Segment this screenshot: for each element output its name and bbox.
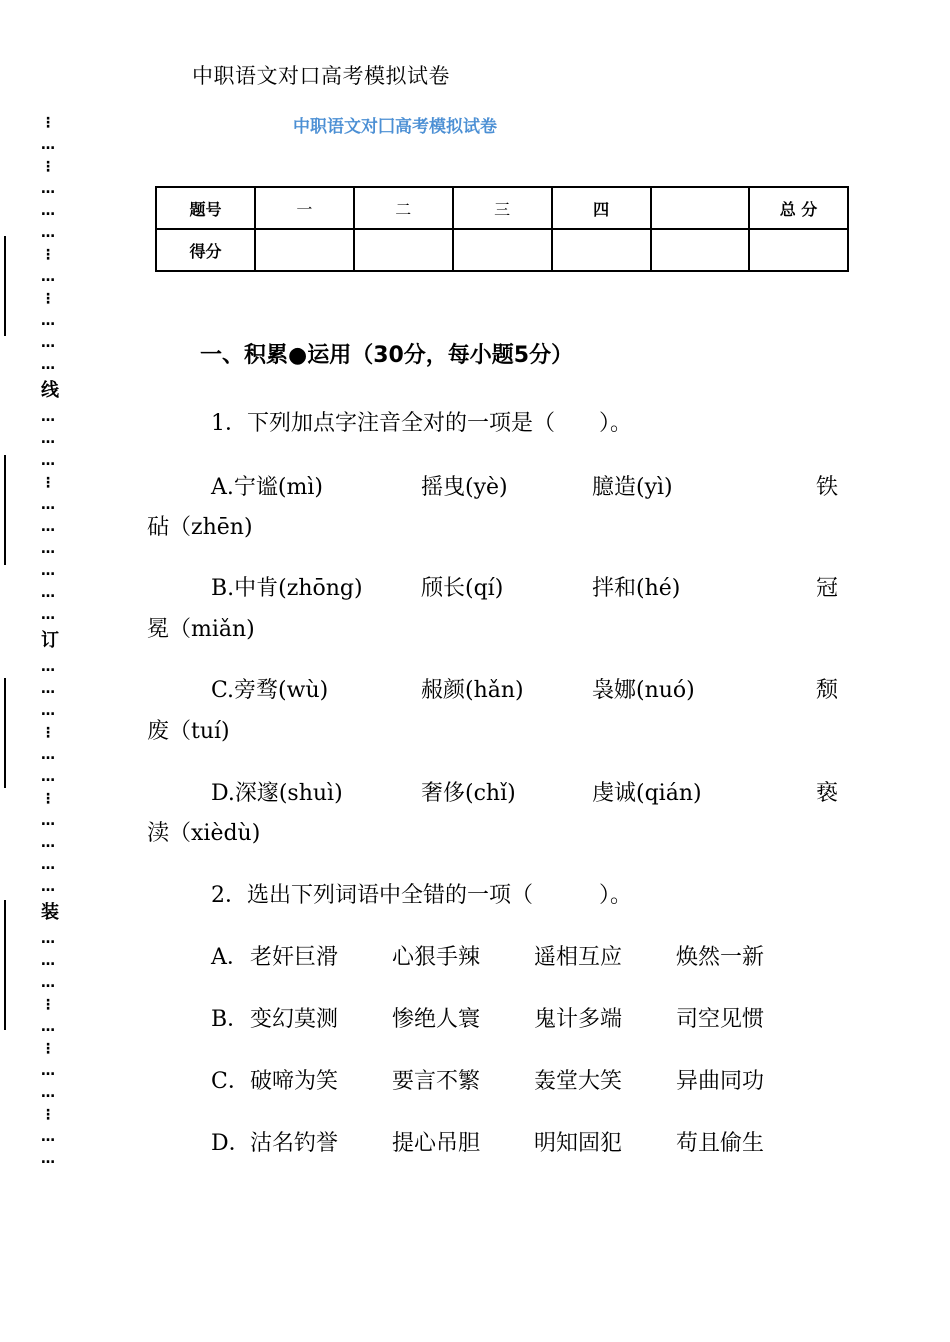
table-cell: 四 [552,187,651,229]
page-header-title: 中职语文对口高考模拟试卷 [192,64,450,88]
table-cell: 得分 [156,229,255,271]
option-word: 鬼计多端 [534,1007,623,1032]
option-text: 铁 [816,475,839,500]
table-cell: 二 [354,187,453,229]
binding-mark-bind: 装 [41,902,58,923]
option-word: 变幻莫测 [250,1007,339,1032]
option-text: 拌和(hé) [592,576,681,601]
option-word: 破啼为笑 [250,1069,339,1094]
score-input-cell[interactable] [552,229,651,271]
option-word: 沽名钓誉 [250,1131,339,1156]
table-row [156,229,848,271]
dots: … … … ⋮ … … … … … … [41,409,54,623]
option-text: 冠 [816,576,839,601]
q1-option-c [0,673,950,705]
table-cell [651,187,750,229]
binding-mark-line: 线 [41,380,58,401]
option-text: 虔诚(qián) [592,781,702,806]
q1-option-a [0,470,950,502]
option-text: 摇曳(yè) [421,475,508,500]
option-label: B． [211,1007,250,1032]
option-label: C． [211,1069,250,1094]
section-heading: 一、积累●运用（30分，每小题5分） [200,343,574,368]
table-cell: 题号 [156,187,255,229]
option-word: 明知固犯 [534,1131,623,1156]
q1-option-b [0,571,950,603]
dots: … … … ⋮ … … ⋮ … … … … [41,659,54,895]
binding-line [4,236,6,336]
score-input-cell[interactable] [749,229,848,271]
table-row [156,187,848,229]
table-cell: 三 [453,187,552,229]
option-word: 要言不繁 [392,1069,481,1094]
option-word: 司空见惯 [676,1007,765,1032]
option-word: 轰堂大笑 [534,1069,623,1094]
q2-option-d [0,1126,950,1158]
table-cell: 一 [255,187,354,229]
option-text: 袅娜(nuó) [592,678,695,703]
option-word: 苟且偷生 [676,1131,765,1156]
option-wrap-text: 冕（miǎn) [147,617,255,642]
option-word: 异曲同功 [676,1069,765,1094]
option-word: 遥相互应 [534,945,623,970]
option-word: 提心吊胆 [392,1131,481,1156]
option-wrap-text: 废（tuí) [147,719,230,744]
option-label: A． [211,945,249,970]
option-text: 臆造(yì) [592,475,673,500]
score-input-cell[interactable] [453,229,552,271]
question-2-stem: 2．选出下列词语中全错的一项（ ）。 [211,883,632,908]
option-label: D． [211,1131,251,1156]
dots: … … … ⋮ … ⋮ … … ⋮ … … [41,931,54,1167]
option-text: C.旁骛(wù) [211,678,329,703]
question-1-stem: 1．下列加点字注音全对的一项是（ ）。 [211,411,632,436]
score-table [155,186,849,272]
option-text: A.宁谧(mì) [211,475,323,500]
score-input-cell[interactable] [255,229,354,271]
table-cell: 总 分 [749,187,848,229]
option-wrap-text: 砧（zhēn) [147,515,253,540]
q2-option-b [0,1002,950,1034]
option-text: 赧颜(hǎn) [421,678,524,703]
dots: ⋮ … ⋮ … … … ⋮ … ⋮ … … … [41,115,54,373]
option-text: D.深邃(shuì) [211,781,343,806]
binding-mark-order: 订 [41,630,58,651]
option-text: 亵 [816,781,839,806]
q1-option-d [0,776,950,808]
option-text: 奢侈(chǐ) [421,781,516,806]
option-word: 焕然一新 [676,945,765,970]
option-wrap-text: 渎（xièdù) [147,821,261,846]
page-subtitle: 中职语文对囗高考模拟试卷 [293,117,497,137]
option-text: 颓 [816,678,839,703]
q2-option-a [0,940,950,972]
option-word: 老奸巨滑 [250,945,339,970]
score-input-cell[interactable] [651,229,750,271]
option-text: B.中肯(zhōng) [211,576,363,601]
option-text: 颀长(qí) [421,576,504,601]
q2-option-c [0,1064,950,1096]
score-input-cell[interactable] [354,229,453,271]
option-word: 心狠手辣 [392,945,481,970]
option-word: 惨绝人寰 [392,1007,481,1032]
